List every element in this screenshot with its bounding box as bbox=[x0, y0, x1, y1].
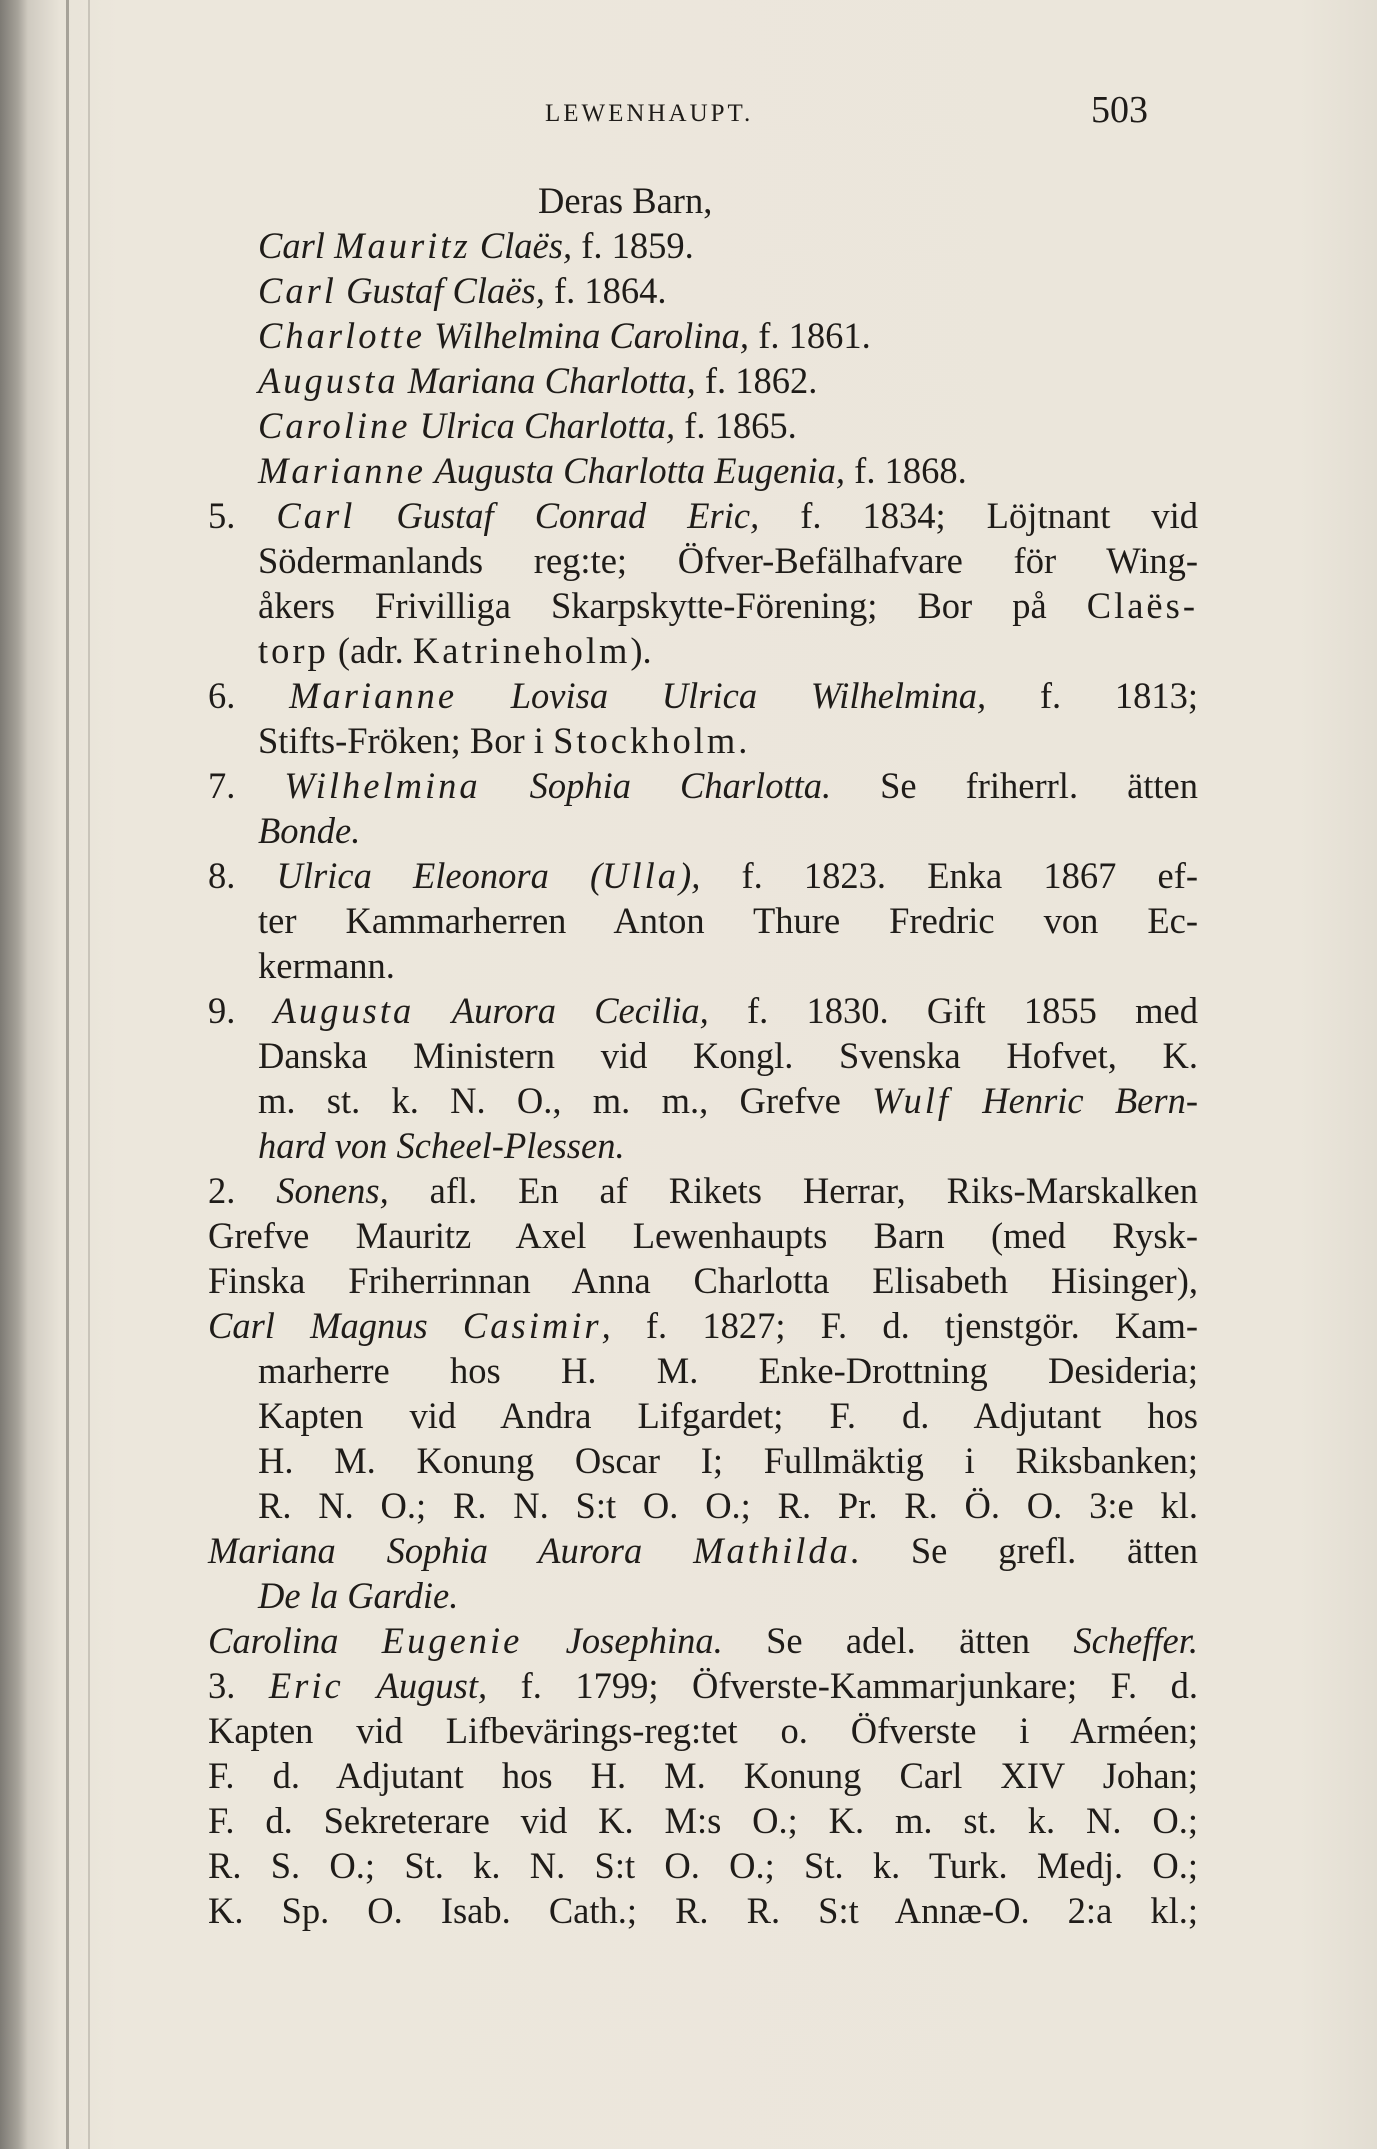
text-line bbox=[208, 1213, 1198, 1258]
text-segment: 5. bbox=[208, 495, 277, 536]
page-header bbox=[220, 88, 1210, 138]
text-line bbox=[208, 1033, 1198, 1078]
text-line bbox=[208, 718, 1198, 763]
text-segment: Ulrica Charlotta, bbox=[410, 405, 685, 446]
text-segment: f. 1799; Öfverste-Kammarjunkare; F. d. bbox=[520, 1665, 1199, 1706]
text-segment: Sonens, bbox=[276, 1170, 430, 1211]
text-line bbox=[208, 808, 1198, 853]
text-segment: Mauritz bbox=[334, 225, 471, 266]
text-segment: f. 1823. Enka 1867 ef- bbox=[741, 855, 1199, 896]
text-segment: åkers Frivilliga Skarpskytte-Förening; Bor på bbox=[258, 585, 1087, 626]
text-line bbox=[208, 178, 1198, 223]
text-segment: Kapten vid Andra Lifgardet; F. d. Adjutant hos bbox=[258, 1395, 1198, 1436]
text-segment: Marianne bbox=[289, 675, 458, 716]
text-line bbox=[208, 1483, 1198, 1528]
text-line bbox=[208, 763, 1198, 808]
text-segment: R. N. O.; R. N. S:t O. O.; R. Pr. R. Ö. O. 3:e kl. bbox=[258, 1485, 1198, 1526]
text-segment: H. M. Konung Oscar I; Fullmäktig i Riksbanken; bbox=[258, 1440, 1198, 1481]
text-segment: Deras Barn, bbox=[538, 180, 713, 221]
text-segment: F. d. Adjutant hos H. M. Konung Carl XIV Johan; bbox=[208, 1755, 1198, 1796]
text-segment: De la Gardie. bbox=[258, 1575, 459, 1616]
text-segment: afl. En af Rikets Herrar, Riks-Marskalken bbox=[429, 1170, 1199, 1211]
text-line bbox=[208, 1078, 1198, 1123]
text-segment: f. 1834; Löjtnant vid bbox=[800, 495, 1199, 536]
text-segment: f. 1868. bbox=[854, 450, 967, 491]
text-segment: Carl bbox=[258, 270, 337, 311]
text-segment: Casimir bbox=[462, 1305, 602, 1346]
text-segment: Eugenie bbox=[381, 1620, 523, 1661]
text-segment: Lovisa Ulrica Wilhelmina, bbox=[457, 675, 1040, 716]
text-segment: R. S. O.; St. k. N. S:t O. O.; St. k. Turk. Medj. O.; bbox=[208, 1845, 1198, 1886]
text-segment: hard von Scheel-Plessen. bbox=[258, 1125, 625, 1166]
text-line bbox=[208, 1708, 1198, 1753]
text-line bbox=[208, 268, 1198, 313]
text-segment: torp bbox=[258, 630, 329, 671]
text-segment: Wilhelmina bbox=[284, 765, 481, 806]
text-line bbox=[208, 1753, 1198, 1798]
text-segment: kermann. bbox=[258, 945, 395, 986]
text-segment: Bonde. bbox=[258, 810, 361, 851]
text-segment: f. 1827; F. d. tjenstgör. Kam- bbox=[645, 1305, 1198, 1346]
text-line bbox=[208, 223, 1198, 268]
text-line bbox=[208, 313, 1198, 358]
text-line bbox=[208, 1123, 1198, 1168]
text-line bbox=[208, 853, 1198, 898]
text-segment: Claës, bbox=[470, 225, 582, 266]
text-segment: f. 1865. bbox=[684, 405, 797, 446]
text-line bbox=[208, 943, 1198, 988]
text-segment: Augusta bbox=[258, 360, 399, 401]
text-segment: Sophia Charlotta. bbox=[480, 765, 881, 806]
text-segment: Katrineholm bbox=[412, 630, 631, 671]
text-segment: Se friherrl. ätten bbox=[880, 765, 1198, 806]
text-line bbox=[208, 628, 1198, 673]
text-line bbox=[208, 1393, 1198, 1438]
text-line bbox=[208, 1438, 1198, 1483]
text-line bbox=[208, 1573, 1198, 1618]
text-line bbox=[208, 1618, 1198, 1663]
text-segment: 6. bbox=[208, 675, 290, 716]
text-segment: Claës- bbox=[1086, 585, 1198, 626]
text-line bbox=[208, 583, 1198, 628]
text-segment: Ulrica Eleonora ( bbox=[276, 855, 603, 896]
text-line bbox=[208, 1258, 1198, 1303]
text-segment: . bbox=[738, 720, 748, 761]
text-line bbox=[208, 1303, 1198, 1348]
text-segment: Kapten vid Lifbevärings-reg:tet o. Öfverste i Arméen; bbox=[208, 1710, 1198, 1751]
text-segment: Carl bbox=[276, 495, 356, 536]
text-line bbox=[208, 673, 1198, 718]
text-line bbox=[208, 403, 1198, 448]
text-segment: Se grefl. ätten bbox=[910, 1530, 1198, 1571]
text-segment: Södermanlands reg:te; Öfver-Befälhafvare för Wing- bbox=[258, 540, 1198, 581]
text-segment: (adr. bbox=[328, 630, 413, 671]
text-segment: Henric Bern- bbox=[951, 1080, 1198, 1121]
text-segment: Augusta bbox=[273, 990, 415, 1031]
text-segment: Mariana Charlotta, bbox=[398, 360, 705, 401]
text-segment: ). bbox=[630, 630, 652, 671]
text-segment: Danska Ministern vid Kongl. Svenska Hofvet, K. bbox=[258, 1035, 1198, 1076]
text-segment: Mathilda bbox=[693, 1530, 851, 1571]
page-number: 503 bbox=[1091, 89, 1148, 131]
text-segment: Finska Friherrinnan Anna Charlotta Elisabeth Hisinger), bbox=[208, 1260, 1198, 1301]
text-segment: , bbox=[601, 1305, 646, 1346]
text-segment: Mariana Sophia Aurora bbox=[208, 1530, 694, 1571]
text-line bbox=[208, 448, 1198, 493]
text-line bbox=[208, 1528, 1198, 1573]
text-segment: K. Sp. O. Isab. Cath.; R. R. S:t Annæ-O. 2:a kl.; bbox=[208, 1890, 1198, 1931]
text-line bbox=[208, 1843, 1198, 1888]
text-segment: f. 1859. bbox=[581, 225, 694, 266]
text-line bbox=[208, 1168, 1198, 1213]
text-segment: Josephina. bbox=[522, 1620, 767, 1661]
text-segment: . bbox=[850, 1530, 911, 1571]
text-segment: Ulla bbox=[602, 855, 680, 896]
text-segment: ), bbox=[679, 855, 742, 896]
text-segment: Scheffer. bbox=[1073, 1620, 1198, 1661]
text-line bbox=[208, 988, 1198, 1033]
text-line bbox=[208, 358, 1198, 403]
text-segment: 8. bbox=[208, 855, 277, 896]
text-line bbox=[208, 1663, 1198, 1708]
text-segment: Wilhelmina Carolina, bbox=[424, 315, 759, 356]
text-segment: Aurora Cecilia, bbox=[414, 990, 747, 1031]
text-line bbox=[208, 1798, 1198, 1843]
text-segment: Caroline bbox=[258, 405, 411, 446]
text-line bbox=[208, 1888, 1198, 1933]
text-segment: marherre hos H. M. Enke-Drottning Desideria; bbox=[258, 1350, 1198, 1391]
text-segment: 2. bbox=[208, 1170, 277, 1211]
page-edge bbox=[88, 0, 90, 2149]
text-segment: ter Kammarherren Anton Thure Fredric von Ec- bbox=[258, 900, 1198, 941]
text-segment: f. 1830. Gift 1855 med bbox=[747, 990, 1199, 1031]
text-segment: Wulf bbox=[872, 1080, 951, 1121]
text-segment: f. 1813; bbox=[1039, 675, 1198, 716]
text-segment: 3. bbox=[208, 1665, 269, 1706]
text-line bbox=[208, 1348, 1198, 1393]
text-segment: Se adel. ätten bbox=[766, 1620, 1074, 1661]
text-segment: August, bbox=[343, 1665, 521, 1706]
body-text bbox=[208, 178, 1198, 1933]
text-segment: Carl Magnus bbox=[208, 1305, 463, 1346]
text-segment: Grefve Mauritz Axel Lewenhaupts Barn (med Rysk- bbox=[208, 1215, 1198, 1256]
text-segment: Gustaf Claës, bbox=[336, 270, 554, 311]
text-segment: Stockholm bbox=[553, 720, 739, 761]
text-segment: Eric bbox=[268, 1665, 344, 1706]
text-line bbox=[208, 538, 1198, 583]
binding-gutter bbox=[66, 0, 69, 2149]
text-segment: Charlotte bbox=[258, 315, 425, 356]
text-segment: F. d. Sekreterare vid K. M:s O.; K. m. st. k. N. O.; bbox=[208, 1800, 1198, 1841]
text-segment: f. 1864. bbox=[553, 270, 667, 311]
text-segment: Carl bbox=[258, 225, 335, 266]
text-segment: Augusta Charlotta Eugenia, bbox=[425, 450, 855, 491]
text-segment: 9. bbox=[208, 990, 274, 1031]
text-segment: 7. bbox=[208, 765, 285, 806]
text-segment: f. 1862. bbox=[704, 360, 818, 401]
text-segment: Marianne bbox=[258, 450, 426, 491]
text-line bbox=[208, 493, 1198, 538]
text-segment: Stifts-Fröken; Bor i bbox=[258, 720, 554, 761]
text-segment: Gustaf Conrad Eric, bbox=[355, 495, 801, 536]
text-segment: Carolina bbox=[208, 1620, 382, 1661]
text-segment: f. 1861. bbox=[758, 315, 871, 356]
running-head: LEWENHAUPT. bbox=[545, 100, 754, 127]
text-line bbox=[208, 898, 1198, 943]
text-segment: m. st. k. N. O., m. m., Grefve bbox=[258, 1080, 873, 1121]
